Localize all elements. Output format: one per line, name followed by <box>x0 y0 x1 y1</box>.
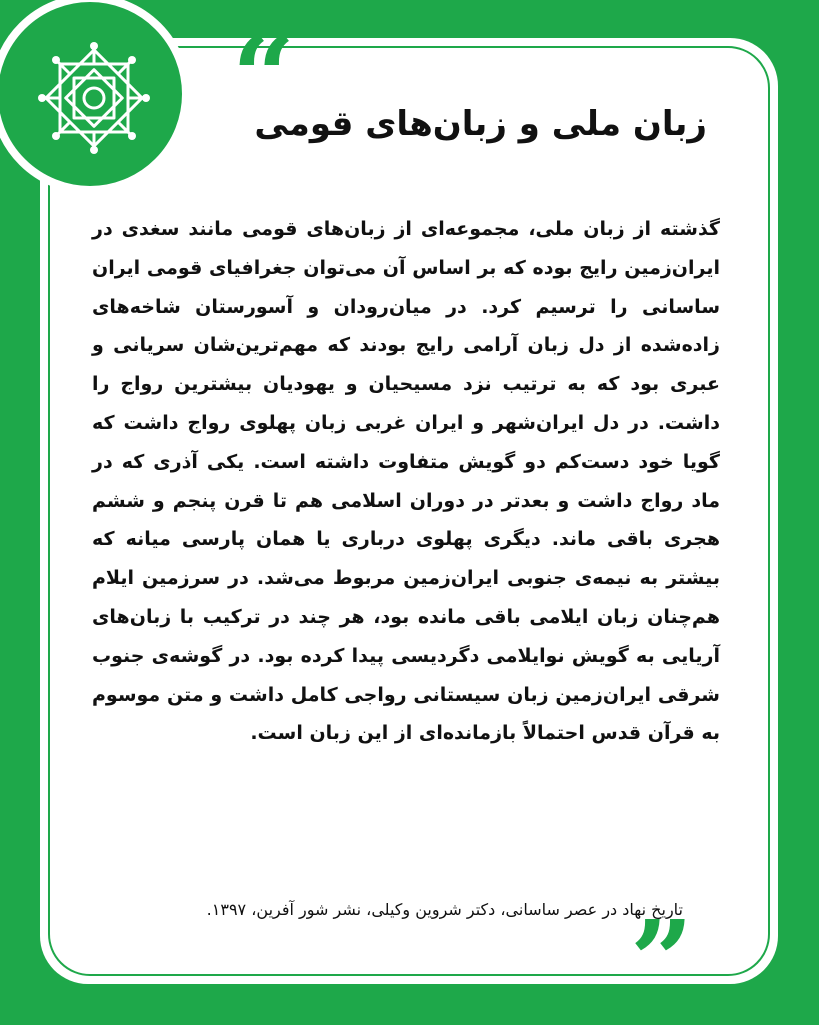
page-title: زبان ملی و زبان‌های قومی <box>254 104 707 144</box>
closing-quote-mark: ” <box>630 896 694 1025</box>
source-citation: تاریخ نهاد در عصر ساسانی، دکتر شروین وکیلی، نشر شور آفرین، ۱۳۹۷. <box>206 900 683 919</box>
geometric-star-emblem-icon <box>32 36 156 160</box>
opening-quote-mark: “ <box>232 12 296 141</box>
body-paragraph: گذشته از زبان ملی، مجموعه‌ای از زبان‌های قومی مانند سغدی در ایران‌زمین رایج بوده که بر اساس آن می‌توان جغرافیای قومی ایران ساسانی را ترسیم کرد. در میان‌رودان و آسورستان شاخه‌های زاده‌شده از دل زبان آرامی رایج بودند که مهم‌ترین‌شان سریانی و عبری بود که به ترتیب نزد مسیحیان و یهودیان بیشترین رواج را داشت. در دل ایران‌شهر و ایران غربی زبان پهلوی رواج داشت که گویا خود دست‌کم دو گویش متفاوت داشته است. یکی آذری که در ماد رواج داشت و بعدتر در دوران اسلامی هم تا قرن پنجم و ششم هجری باقی ماند. دیگری پهلوی درباری یا همان پارسی میانه که بیشتر به نیمه‌ی جنوبی ایران‌زمین مربوط می‌شد. در سرزمین ایلام هم‌چنان زبان ایلامی باقی مانده بود، هر چند در ترکیب با زبان‌های آریایی به گویش نوایلامی دگردیسی پیدا کرده بود. در گوشه‌ی جنوب شرقی ایران‌زمین زبان سیستانی رواجی کامل داشت و متن موسوم به قرآن قدس احتمالاً بازمانده‌ای از این زبان است. <box>92 218 720 745</box>
